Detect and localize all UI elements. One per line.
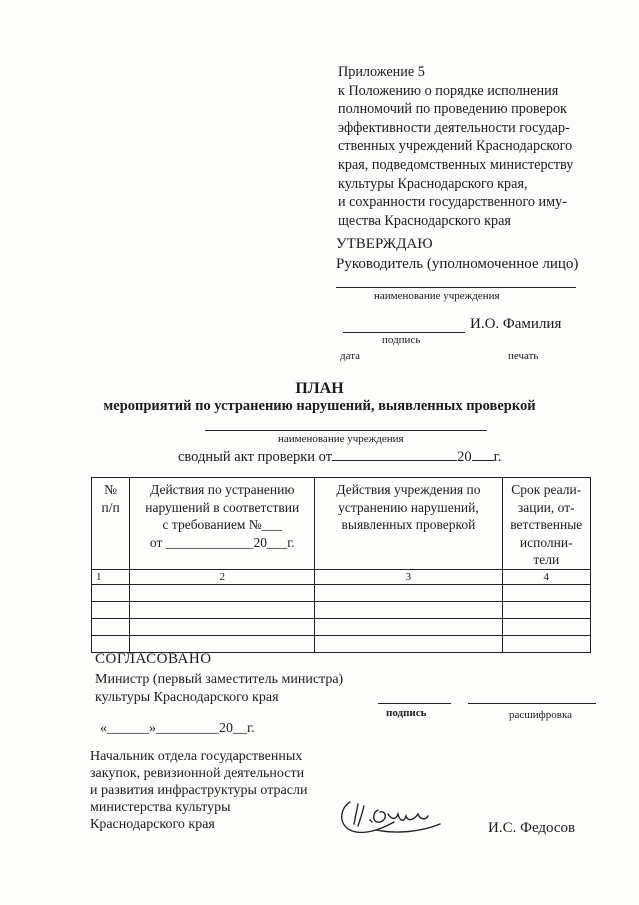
appendix-line: щества Краснодарского края — [338, 212, 511, 229]
col-number: 3 — [315, 569, 502, 584]
table-row — [92, 601, 591, 618]
agreement-date: «______»_________20__г. — [100, 721, 255, 736]
summary-date-blank — [332, 448, 457, 461]
plan-title: ПЛАН — [295, 380, 344, 397]
appendix-header — [338, 63, 608, 230]
table-cell — [315, 635, 502, 652]
table-cell — [502, 635, 591, 652]
minister-signature-caption: подпись — [386, 707, 427, 719]
minister-signature-line — [378, 703, 451, 704]
header-line: нарушений в соответствии — [145, 499, 300, 515]
table-cell — [315, 601, 502, 618]
institution-line-2 — [205, 430, 487, 431]
table-cell — [92, 635, 130, 652]
chief-line: закупок, ревизионной деятельности — [90, 766, 305, 781]
chief-line: министерства культуры — [90, 800, 231, 815]
table-cell — [315, 618, 502, 635]
approval-heading: УТВЕРЖДАЮ — [336, 236, 433, 252]
plan-subtitle: мероприятий по устранению нарушений, выявленных проверкой — [103, 398, 536, 414]
chief-line: Краснодарского края — [90, 817, 215, 832]
appendix-line: Приложение 5 — [338, 64, 425, 80]
table-number-row — [92, 569, 591, 584]
agreed-heading: СОГЛАСОВАНО — [95, 651, 212, 667]
header-line: зации, от- — [517, 499, 575, 515]
handwritten-signature — [336, 790, 446, 840]
summary-year: 20 — [457, 449, 472, 465]
minister-line: культуры Краснодарского края — [95, 690, 279, 705]
chief-line: и развития инфраструктуры отрасли — [90, 783, 308, 798]
appendix-line: ственных учреждений Краснодарского — [338, 138, 573, 155]
chief-line: Начальник отдела государственных — [90, 749, 303, 764]
header-line: Срок реали- — [511, 482, 582, 497]
appendix-line: к Положению о порядке исполнения — [338, 82, 559, 99]
header-deadline — [502, 478, 591, 570]
signature-caption: подпись — [382, 334, 421, 346]
header-line: выявленных проверкой — [341, 517, 476, 532]
appendix-line: края, подведомственных министерству — [338, 156, 574, 173]
minister-decode-caption: расшифровка — [509, 709, 573, 721]
appendix-line: полномочий по проведению проверок — [338, 101, 567, 118]
institution-caption-2: наименование учреждения — [278, 433, 404, 445]
table-row — [92, 584, 591, 601]
header-institution-actions — [315, 478, 502, 570]
seal-caption: печать — [508, 350, 539, 362]
header-number — [92, 478, 130, 570]
institution-caption: наименование учреждения — [374, 290, 500, 302]
minister-block — [95, 671, 343, 707]
table-row — [92, 618, 591, 635]
table-cell — [92, 601, 130, 618]
header-line: с требованием №___ — [162, 517, 282, 532]
table-header-row — [92, 478, 591, 570]
chief-name: И.С. Федосов — [488, 820, 576, 836]
minister-decode-line — [468, 703, 596, 704]
table-cell — [92, 584, 130, 601]
summary-suffix: г. — [493, 449, 502, 465]
minister-line: Министр (первый заместитель министра) — [95, 672, 344, 687]
table-row — [92, 635, 591, 652]
summary-year-blank — [472, 448, 494, 461]
header-actions — [130, 478, 315, 570]
appendix-line: эффективности деятельности государ- — [338, 119, 570, 136]
institution-line — [336, 287, 576, 288]
header-line: устранению нарушений, — [338, 499, 479, 515]
table-cell — [502, 584, 591, 601]
col-number: 2 — [130, 569, 315, 584]
table-cell — [130, 601, 315, 618]
summary-prefix: сводный акт проверки от — [178, 449, 333, 465]
header-line: п/п — [101, 499, 120, 515]
header-line: исполни- — [519, 534, 573, 550]
table-cell — [92, 618, 130, 635]
table-cell — [130, 584, 315, 601]
chief-block — [90, 748, 307, 833]
col-number: 1 — [92, 569, 130, 584]
table-cell — [130, 635, 315, 652]
header-line: Действия учреждения по — [336, 482, 481, 497]
date-caption: дата — [340, 350, 361, 362]
table-cell — [130, 618, 315, 635]
approval-role: Руководитель (уполномоченное лицо) — [336, 256, 579, 272]
header-line: № — [104, 482, 118, 497]
table-cell — [502, 601, 591, 618]
header-line: ветственные — [510, 517, 583, 532]
summary-act-line — [178, 448, 502, 466]
header-line: Действия по устранению — [150, 482, 295, 497]
appendix-line: культуры Краснодарского края, — [338, 175, 528, 192]
approver-name: И.О. Фамилия — [470, 316, 562, 332]
header-line: тели — [533, 552, 560, 567]
table-cell — [315, 584, 502, 601]
plan-table — [91, 477, 591, 653]
table-cell — [502, 618, 591, 635]
appendix-line: и сохранности государственного иму- — [338, 194, 567, 211]
signature-line — [343, 332, 465, 333]
col-number: 4 — [502, 569, 591, 584]
header-line: от _____________20___г. — [149, 534, 295, 550]
